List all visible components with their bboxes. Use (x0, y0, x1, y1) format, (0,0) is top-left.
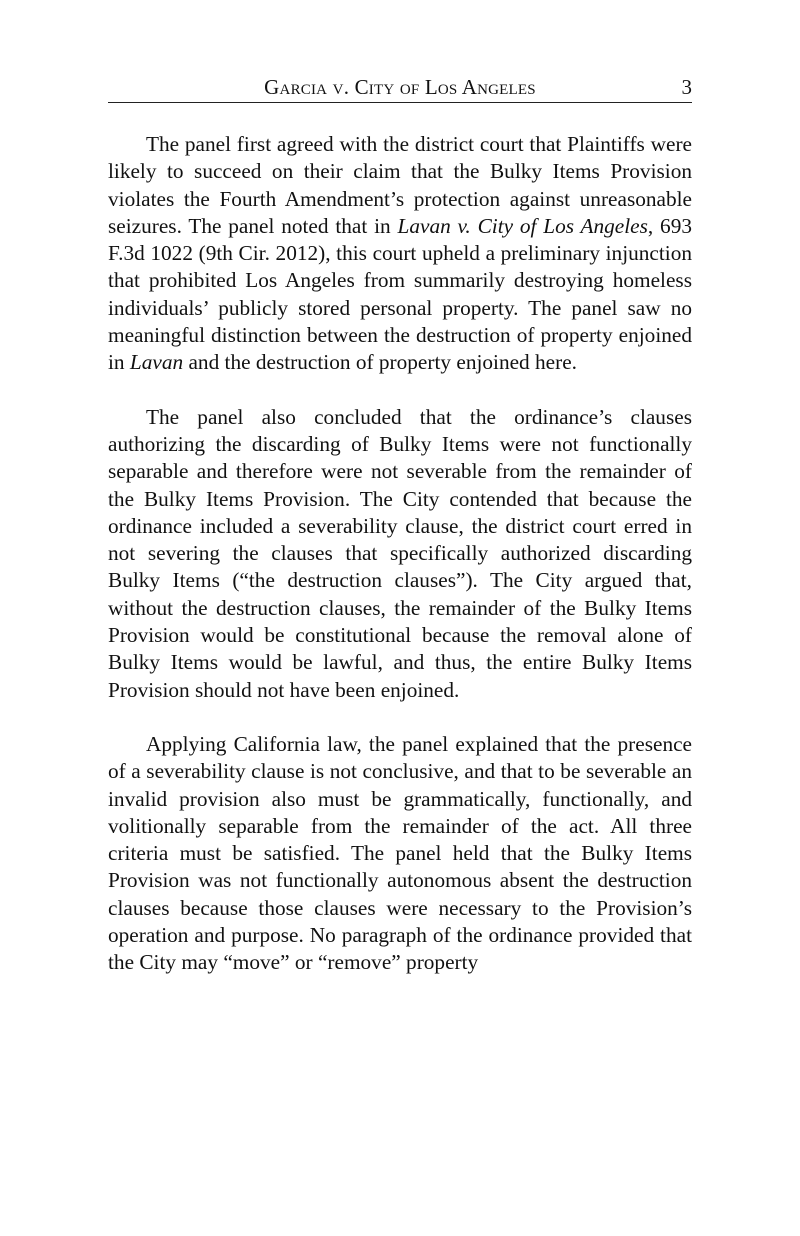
paragraph-3: Applying California law, the panel explained that the presence of a severability clause is not conclusive, and that to be severable an invalid provision also must be grammatically, functionally, and volitionally separable from the remainder of the act. All three criteria must be satisfied. The panel held that the Bulky Items Provision was not functionally autonomous absent the destruction clauses because those clauses were necessary to the Provision’s operation and purpose. No paragraph of the ordinance provided that the City may “move” or “remove” property (108, 731, 692, 975)
body-text (108, 131, 692, 977)
paragraph-1 (108, 131, 692, 377)
running-header (108, 74, 692, 103)
paragraph-2: The panel also concluded that the ordinance’s clauses authorizing the discarding of Bulky Items were not functionally separable and therefore were not severable from the remainder of the Bulky Items Provision. The City contended that because the ordinance included a severability clause, the district court erred in not severing the clauses that specifically authorized discarding Bulky Items (“the destruction clauses”). The City argued that, without the destruction clauses, the remainder of the Bulky Items Provision would be constitutional because the removal alone of Bulky Items would be lawful, and thus, the entire Bulky Items Provision should not have been enjoined. (108, 404, 692, 702)
paragraph-1-text-c: and the destruction of property enjoined here. (183, 350, 577, 375)
paragraph-1-text-b: , 693 F.3d 1022 (9th Cir. 2012), this court upheld a preliminary injunction that prohibited Los Angeles from summarily destroying homeless individuals’ publicly stored personal property. The panel saw no meaningful distinction between the destruction of property enjoined in (108, 213, 692, 375)
case-citation-lavan-full: Lavan v. City of Los Angeles (397, 213, 648, 238)
document-page (108, 74, 692, 1004)
paragraph-1-text-a: The panel first agreed with the district court that Plaintiffs were likely to succeed on their claim that the Bulky Items Provision violates the Fourth Amendment’s protection against unreasonable seizures. The panel noted that in (108, 132, 692, 238)
case-citation-lavan-short: Lavan (129, 350, 184, 375)
running-title: Garcia v. City of Los Angeles (264, 75, 536, 99)
page-number: 3 (681, 75, 692, 99)
